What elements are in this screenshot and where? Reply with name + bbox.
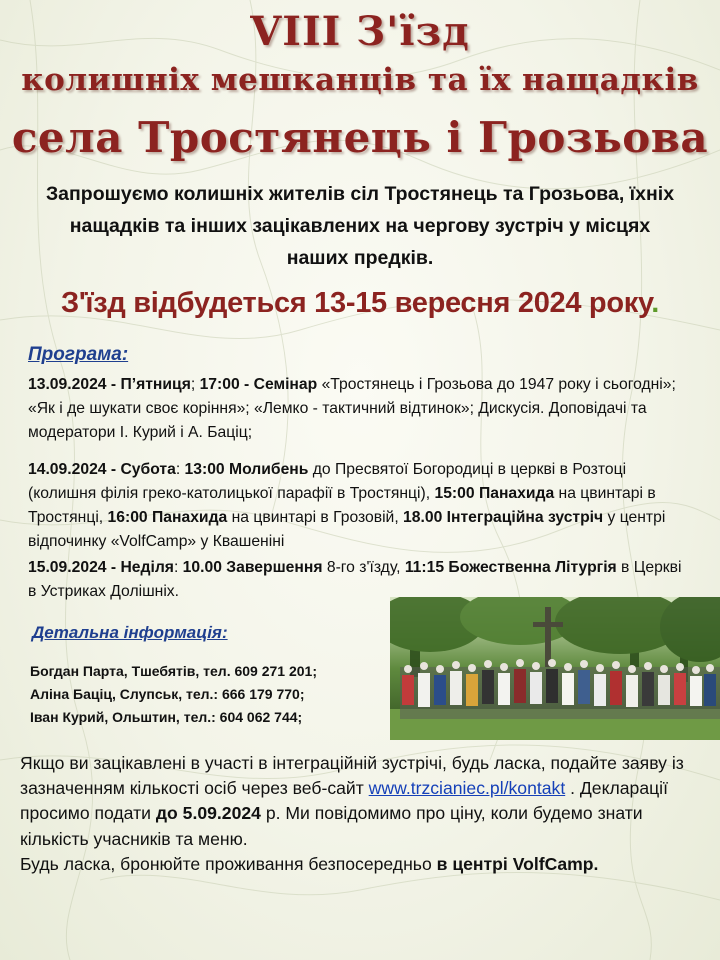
- event-subtitle: колишніх мешканців та їх нащадків: [21, 62, 699, 98]
- footer-text-3: р. Ми повідомимо про ціну, коли будемо знати кількість учасників та меню.: [20, 803, 643, 849]
- event-date-line: [0, 287, 720, 320]
- day-1-time: 17:00 - Семінар: [199, 376, 318, 393]
- contact-item: Богдан Парта, Тшебятів, тел. 609 271 201;: [30, 663, 317, 679]
- day-2-text-1: :: [175, 461, 185, 478]
- event-title: VIII З'їзд: [250, 8, 470, 55]
- day-2-text-4: на цвинтарі в Грозовій,: [227, 509, 404, 526]
- day-3-text-1: :: [173, 559, 183, 576]
- contact-form-link[interactable]: www.trzcianiec.pl/kontakt: [368, 778, 566, 799]
- contact-item: Аліна Баціц, Слупськ, тел.: 666 179 770;: [30, 686, 305, 702]
- footer-text-1: Якщо ви зацікавлені в участі в інтеграційній зустрічі, будь ласка, подайте заяву із зазначенням кількості осіб через веб-сайт: [20, 753, 684, 799]
- registration-deadline: до 5.09.2024: [155, 803, 261, 824]
- program-heading: Програма:: [28, 344, 129, 365]
- day-3-date: 15.09.2024 - Неділя: [28, 559, 174, 576]
- day-3-text-2: 8-го з'їзду,: [322, 559, 405, 576]
- day-3-event-1: 10.00 Завершення: [182, 559, 323, 576]
- day-3-event-2: 11:15 Божественна Літургія: [404, 559, 617, 576]
- day-2-text-3: на цвинтарі в Тростянці,: [28, 485, 656, 526]
- footer-text-2: . Декларації просимо подати: [20, 778, 668, 824]
- footer-volfcamp: в центрі VolfCamp.: [436, 853, 599, 874]
- program-day-1: [28, 373, 692, 445]
- day-2-event-1: 13:00 Молибень: [184, 461, 309, 478]
- day-2-event-2: 15:00 Панахида: [434, 485, 555, 502]
- invitation-text: Запрошуємо колишніх жителів сіл Тростянець та Грозьова, їхніх нащадків та інших зацікавлених на чергову зустріч у місцях наших предків.: [45, 183, 675, 269]
- day-1-separator: ;: [190, 376, 200, 393]
- footer-text-4: Будь ласка, бронюйте проживання безпосередньо: [20, 853, 437, 874]
- day-2-text-2: до Пресвятої Богородиці в церкві в Розтоці (колишня філія греко-католицької парафії в Тростянці),: [28, 461, 627, 502]
- contact-item: Іван Курий, Ольштин, тел.: 604 062 744;: [30, 709, 303, 725]
- day-2-event-4: 18.00 Інтеграційна зустріч: [403, 509, 604, 526]
- group-photo: [390, 597, 720, 740]
- event-date-text: З'їзд відбудеться 13-15 вересня 2024 року: [60, 287, 652, 319]
- day-3-text-3: в Церкві в Устриках Долішніх.: [28, 559, 682, 600]
- contacts-list: [30, 660, 317, 729]
- event-villages: села Тростянець і Грозьова: [11, 113, 709, 162]
- details-heading: Детальна інформація:: [32, 623, 228, 642]
- event-date-dot: .: [651, 287, 660, 319]
- day-1-text: «Тростянець і Грозьова до 1947 року і сьогодні»; «Як і де шукати своє коріння»; «Лемко - тактичний відтинок»; Дискусія. Доповідачі та модератори І. Курий і А. Баціц;: [28, 376, 676, 441]
- day-2-date: 14.09.2024 - Субота: [28, 461, 176, 478]
- program-day-2: [28, 458, 692, 554]
- day-2-event-3: 16:00 Панахида: [107, 509, 228, 526]
- day-1-date: 13.09.2024 - П’ятниця: [28, 376, 191, 393]
- registration-info: [20, 751, 710, 877]
- day-2-text-5: у центрі відпочинку «VolfCamp» у Квашеніні: [28, 509, 666, 550]
